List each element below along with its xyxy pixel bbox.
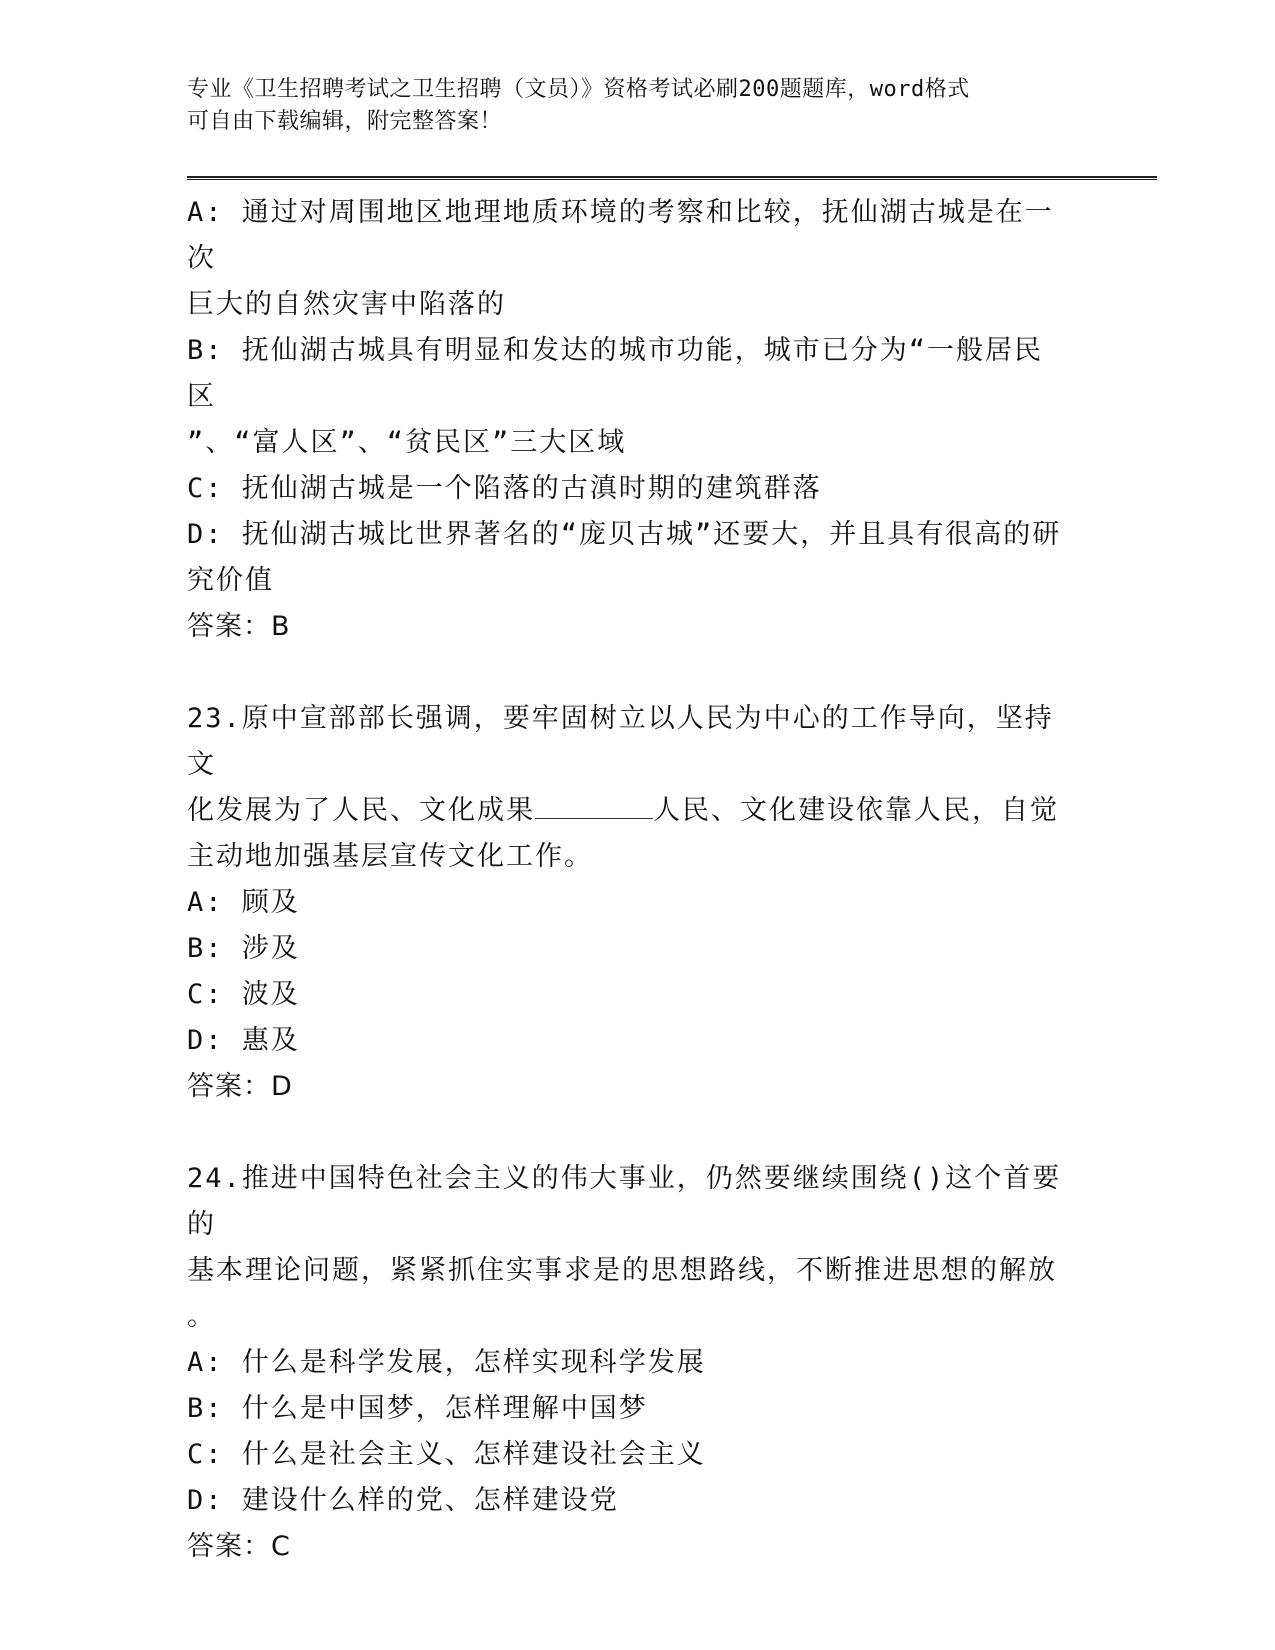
option-d: D: 建设什么样的党、怎样建设党 [187,1485,619,1516]
answer-line: 答案：C [187,1531,291,1562]
option-b: B: 抚仙湖古城具有明显和发达的城市功能，城市已分为“一般居民区 [187,335,1044,412]
question-stem-continued [187,788,1067,834]
question-list [187,190,1067,1570]
question-23 [187,696,1067,1110]
header-line-1: 专业《卫生招聘考试之卫生招聘（文员）》资格考试必刷200题题库，word格式 [187,77,970,102]
question-24 [187,1156,1067,1570]
option-a: A: 什么是科学发展，怎样实现科学发展 [187,1347,706,1378]
option-b-continued: ”、“富人区”、“贫民区”三大区域 [187,427,627,458]
answer-line: 答案：D [187,1071,293,1102]
question-spacer [187,650,1067,696]
option-a-continued: 巨大的自然灾害中陷落的 [187,289,506,320]
option-b: B: 什么是中国梦，怎样理解中国梦 [187,1393,648,1424]
option-d: D: 抚仙湖古城比世界著名的“庞贝古城”还要大，并且具有很高的研 [187,519,1062,550]
header-divider [187,176,1157,180]
answer-line: 答案：B [187,611,291,642]
question-stem-end: 主动地加强基层宣传文化工作。 [187,841,593,872]
option-a: A: 顾及 [187,887,300,918]
option-c: C: 波及 [187,979,300,1010]
option-a: A: 通过对周围地区地理地质环境的考察和比较，抚仙湖古城是在一次 [187,197,1054,274]
header-line-2: 可自由下载编辑，附完整答案！ [187,109,503,134]
option-c: C: 什么是社会主义、怎样建设社会主义 [187,1439,706,1470]
option-d: D: 惠及 [187,1025,300,1056]
question-22-continued [187,190,1067,650]
question-stem-continued: 基本理论问题，紧紧抓住实事求是的思想路线，不断推进思想的解放 [187,1255,1057,1286]
stem-text-after-blank: 人民、文化建设依靠人民，自觉 [653,795,1059,826]
option-d-continued: 究价值 [187,565,274,596]
option-c: C: 抚仙湖古城是一个陷落的古滇时期的建筑群落 [187,473,822,504]
question-stem: 24.推进中国特色社会主义的伟大事业，仍然要继续围绕()这个首要的 [187,1163,1062,1240]
question-stem-end: 。 [187,1301,216,1332]
page-header [187,74,1067,138]
fill-in-blank [535,790,653,819]
stem-text-before-blank: 化发展为了人民、文化成果 [187,795,535,826]
question-stem: 23.原中宣部部长强调，要牢固树立以人民为中心的工作导向，坚持文 [187,703,1054,780]
question-spacer [187,1110,1067,1156]
option-b: B: 涉及 [187,933,300,964]
